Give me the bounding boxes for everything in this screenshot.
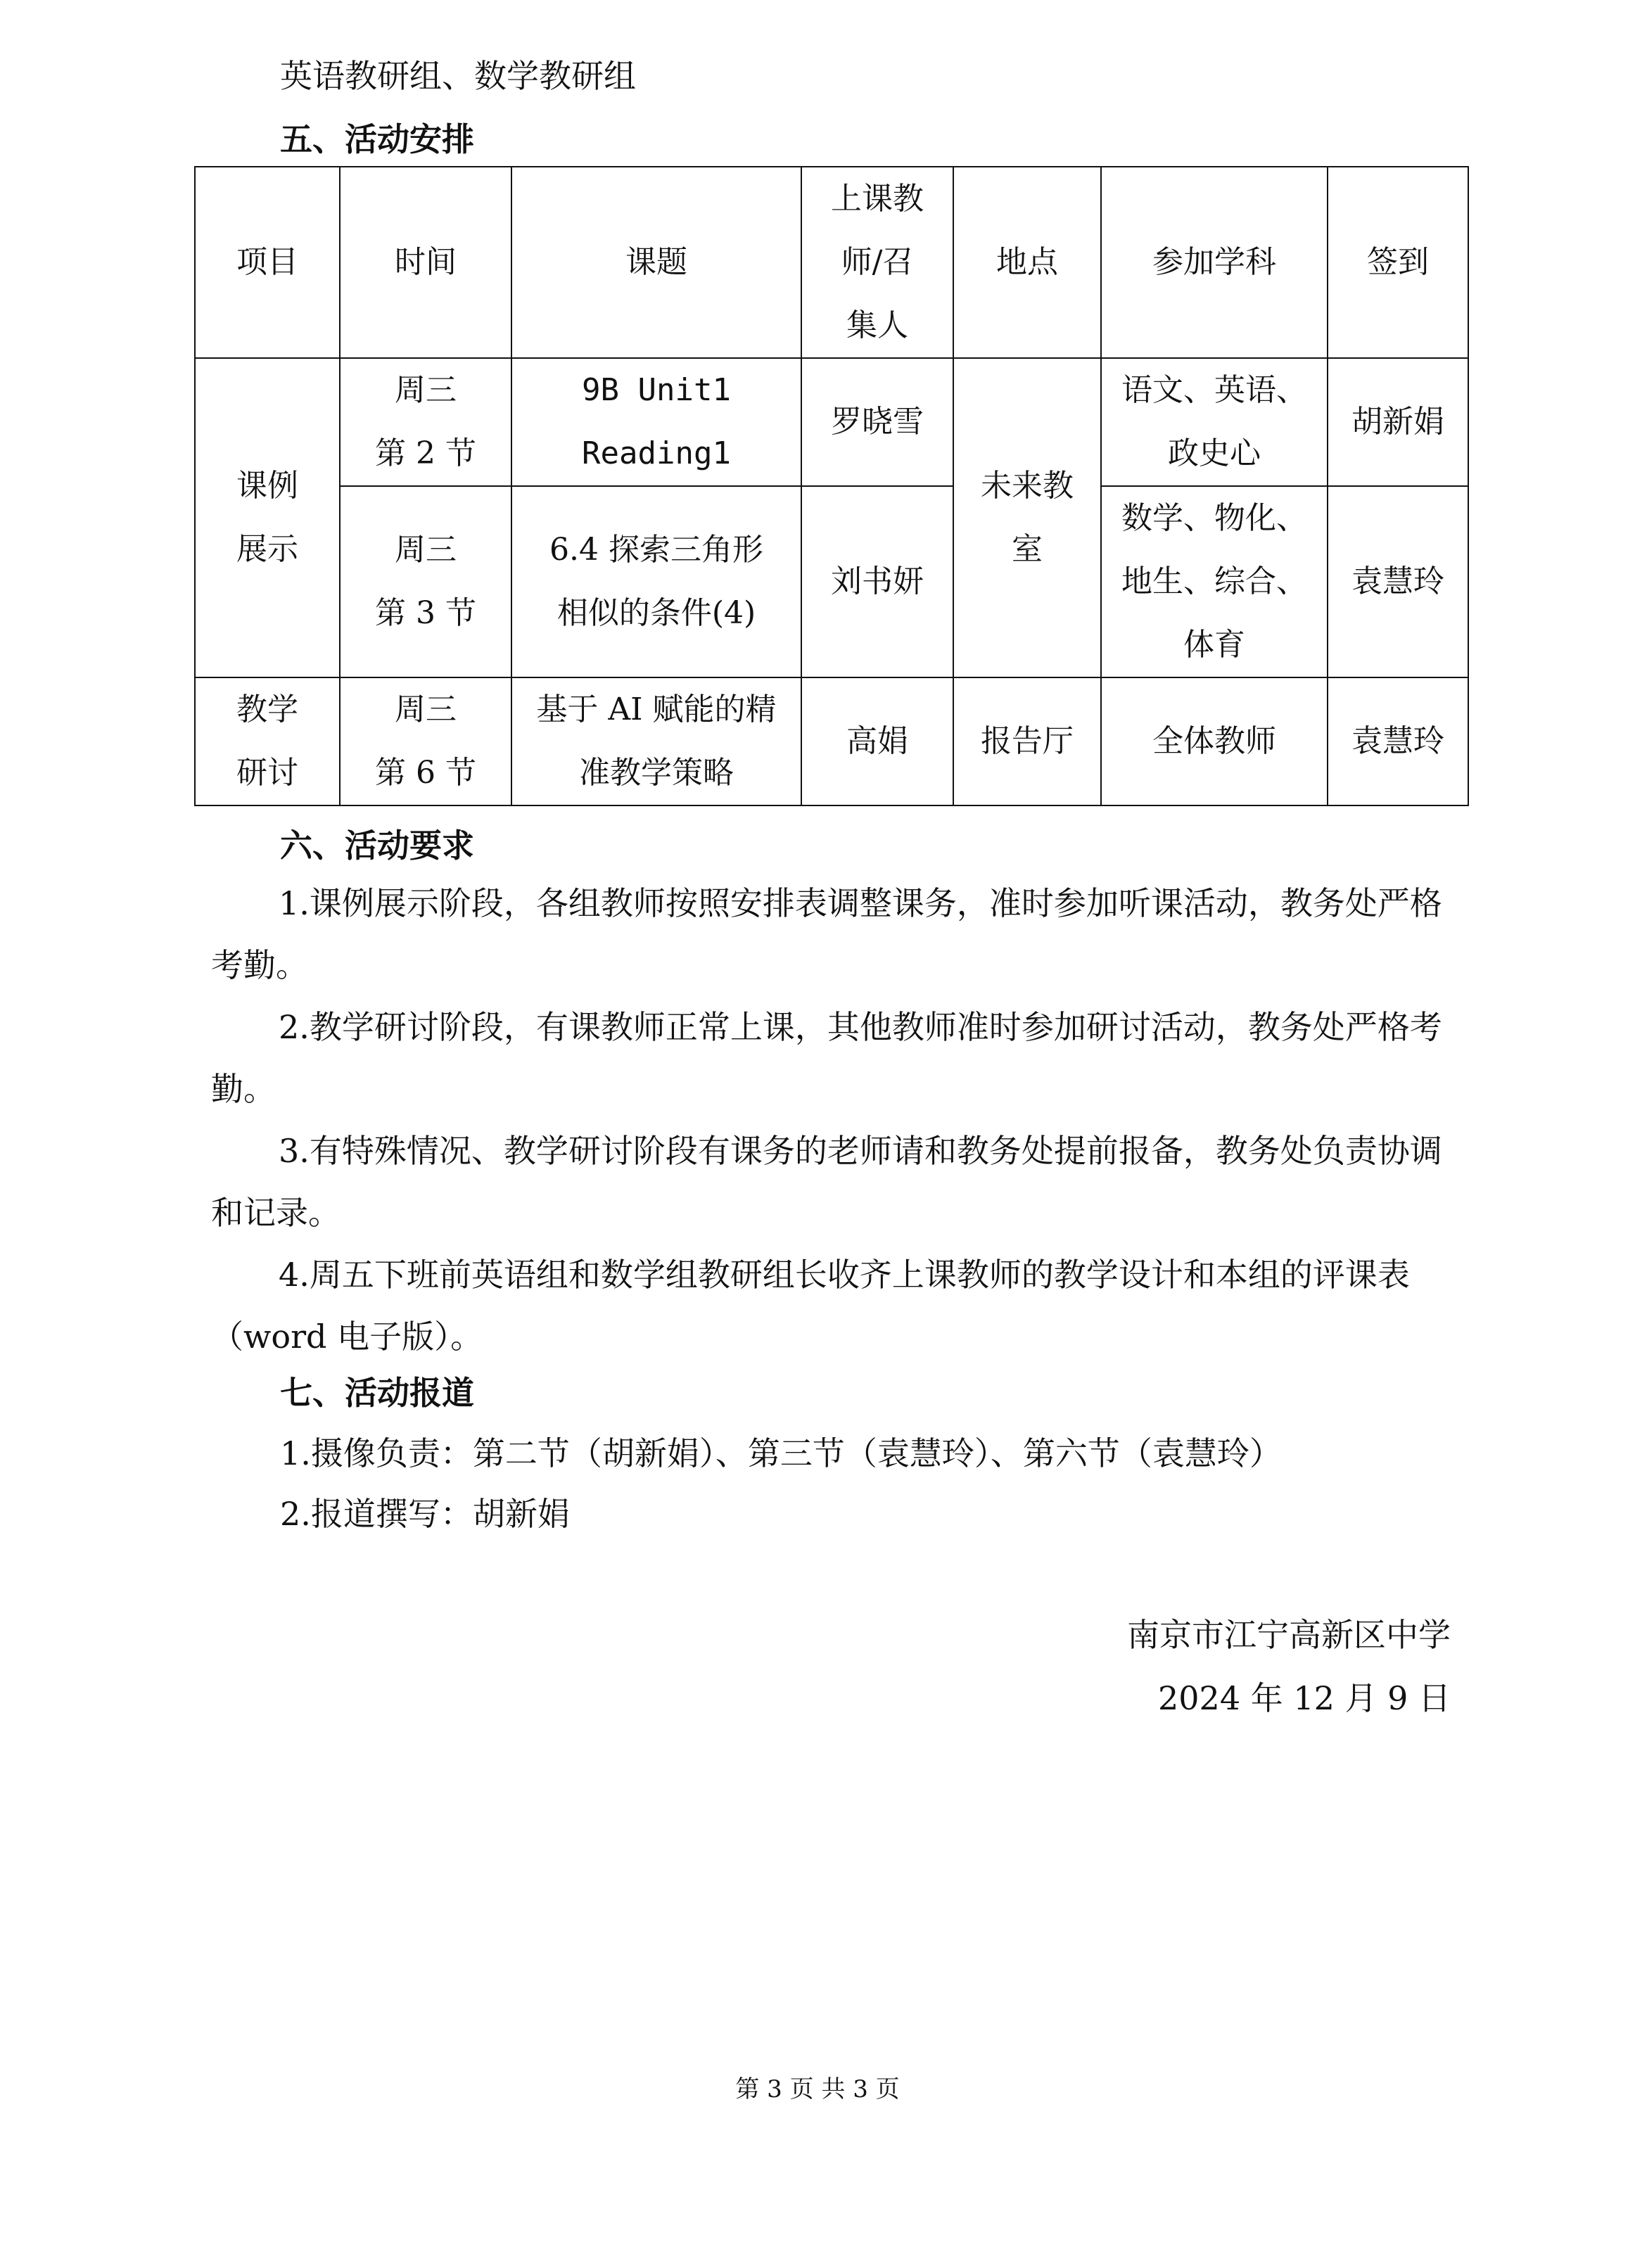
row1-signin-cell: 胡新娟 [1328,358,1468,486]
row2-topic-line2: 相似的条件(4) [556,595,756,631]
row1-time-line2: 第 2 节 [375,435,476,471]
row2-topic-line1: 6.4 探索三角形 [549,532,763,568]
intro-line: 英语教研组、数学教研组 [280,57,636,95]
group2-time-cell [340,677,511,805]
page-footer: 第 3 页 共 3 页 [735,2075,900,2103]
row2-teacher-cell: 刘书妍 [801,486,953,677]
requirement-item-3: 3.有特殊情况、教学研讨阶段有课务的老师请和教务处提前报备，教务处负责协调和记录。 [211,1132,1442,1232]
header-teacher-line3: 集人 [846,307,908,343]
row1-subjects-line1: 语文、英语、 [1121,372,1307,408]
header-subjects: 参加学科 [1101,167,1328,358]
group2-item-cell [195,677,340,805]
group2-topic-line1: 基于 AI 赋能的精 [536,692,777,727]
row2-time-line2: 第 3 节 [375,595,476,631]
row1-subjects-cell [1101,358,1328,486]
row1-topic-cell [511,358,801,486]
row1-topic-line2: Reading1 [582,435,731,471]
row2-time-cell [340,486,511,677]
group2-topic-cell [511,677,801,805]
group2-time-line1: 周三 [395,692,457,727]
header-topic: 课题 [511,167,801,358]
header-item: 项目 [195,167,340,358]
row1-time-line1: 周三 [395,372,457,408]
group2-topic-line2: 准教学策略 [579,755,734,791]
header-location: 地点 [953,167,1101,358]
group1-location-line2: 室 [1012,531,1043,567]
section-7-heading: 七、活动报道 [280,1374,474,1412]
group2-teacher-cell: 高娟 [801,677,953,805]
row1-topic-line1: 9B Unit1 [582,372,731,408]
report-item-1: 1.摄像负责：第二节（胡新娟）、第三节（袁慧玲）、第六节（袁慧玲） [280,1434,1282,1472]
row1-teacher-cell: 罗晓雪 [801,358,953,486]
schedule-table [194,166,1469,806]
section-6-heading: 六、活动要求 [280,827,474,865]
table-row [195,358,1468,486]
signature-org: 南京市江宁高新区中学 [1127,1616,1451,1654]
row2-time-line1: 周三 [395,532,457,568]
header-teacher-line2: 师/召 [841,244,914,280]
group1-location-line1: 未来教 [981,468,1074,504]
report-item-2: 2.报道撰写：胡新娟 [280,1495,570,1533]
row2-signin-cell: 袁慧玲 [1328,486,1468,677]
group2-signin-cell: 袁慧玲 [1328,677,1468,805]
row2-topic-cell [511,486,801,677]
requirement-item-4: 4.周五下班前英语组和数学组教研组长收齐上课教师的教学设计和本组的评课表（word 电子版）。 [211,1256,1410,1356]
row2-subjects-line3: 体育 [1183,627,1245,663]
group1-item-line2: 展示 [236,531,298,567]
group2-subjects-cell: 全体教师 [1101,677,1328,805]
group1-location-cell [953,358,1101,677]
group1-item-cell [195,358,340,677]
row2-subjects-line2: 地生、综合、 [1121,563,1307,599]
group2-time-line2: 第 6 节 [375,755,476,791]
row1-time-cell [340,358,511,486]
table-row [195,486,1468,677]
header-teacher [801,167,953,358]
group2-item-line1: 教学 [236,692,298,727]
table-row [195,677,1468,805]
signature-date: 2024 年 12 月 9 日 [1158,1679,1451,1717]
row1-subjects-line2: 政史心 [1168,435,1261,471]
header-time: 时间 [340,167,511,358]
header-teacher-line1: 上课教 [831,181,924,217]
header-signin: 签到 [1328,167,1468,358]
row2-subjects-cell [1101,486,1328,677]
group2-item-line2: 研讨 [236,755,298,791]
requirement-item-2: 2.教学研讨阶段，有课教师正常上课，其他教师准时参加研讨活动，教务处严格考勤。 [211,1008,1442,1108]
group2-location-cell: 报告厅 [953,677,1101,805]
requirement-item-1: 1.课例展示阶段，各组教师按照安排表调整课务，准时参加听课活动，教务处严格考勤。 [211,884,1442,984]
row2-subjects-line1: 数学、物化、 [1121,500,1307,536]
group1-item-line1: 课例 [236,468,298,504]
table-header-row [195,167,1468,358]
section-5-heading: 五、活动安排 [280,120,474,158]
